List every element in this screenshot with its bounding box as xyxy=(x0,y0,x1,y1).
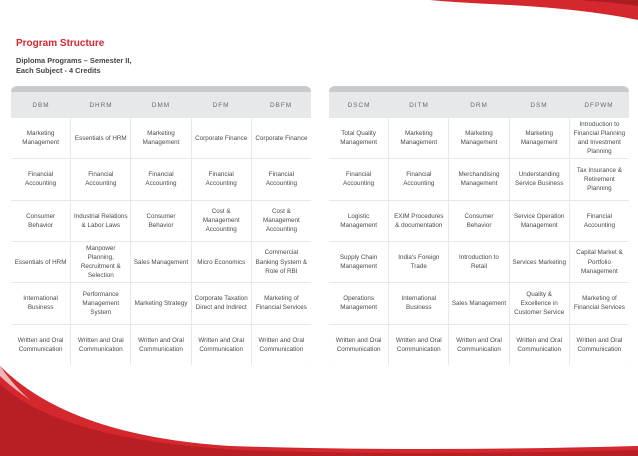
table-cell: Consumer Behavior xyxy=(449,201,508,241)
table-cell: Micro Economics xyxy=(192,242,251,282)
table-header-row xyxy=(11,94,311,116)
table-cell: Marketing Management xyxy=(11,118,70,158)
table-cell: Logistic Management xyxy=(329,201,388,241)
column-header: DSCM xyxy=(347,101,371,109)
subtitle-line-2: Each Subject - 4 Credits xyxy=(16,65,101,75)
table-cell: Written and Oral Communication xyxy=(131,325,190,365)
table-cell: Written and Oral Communication xyxy=(252,325,311,365)
right-program-table xyxy=(329,86,629,365)
table-cell: Marketing Strategy xyxy=(131,283,190,323)
top-right-decorative-shape xyxy=(430,0,638,26)
table-cell: Service Operation Management xyxy=(510,201,569,241)
column-header: DITM xyxy=(409,101,429,109)
page-subtitle xyxy=(16,56,131,75)
table-cell: Operations Management xyxy=(329,283,388,323)
table-cell: Performance Management System xyxy=(71,283,130,323)
subtitle-line-1: Diploma Programs – Semester II, xyxy=(16,56,132,65)
bottom-decorative-swoosh xyxy=(0,366,638,456)
table-cell: Financial Accounting xyxy=(570,201,629,241)
table-cell: EXIM Procedures & documentation xyxy=(389,201,448,241)
table-cell: Marketing Management xyxy=(510,118,569,158)
table-cell: Essentials of HRM xyxy=(71,118,130,158)
table-cell: Essentials of HRM xyxy=(11,242,70,282)
table-cell: Written and Oral Communication xyxy=(570,325,629,365)
left-program-table xyxy=(11,86,311,365)
column-header: DFPWM xyxy=(584,101,614,109)
table-cell: Financial Accounting xyxy=(192,159,251,199)
table-top-shadow xyxy=(11,86,311,92)
table-cell: Written and Oral Communication xyxy=(389,325,448,365)
table-cell: Consumer Behavior xyxy=(131,201,190,241)
table-cell: Financial Accounting xyxy=(252,159,311,199)
table-cell: Manpower Planning, Recruitment & Selection xyxy=(71,242,130,282)
table-cell: Introduction to Retail xyxy=(449,242,508,282)
column-header: DBFM xyxy=(269,101,293,109)
table-cell: Marketing Management xyxy=(449,118,508,158)
column-header: DBM xyxy=(32,101,50,109)
table-cell: Written and Oral Communication xyxy=(71,325,130,365)
table-cell: Cost & Management Accounting xyxy=(192,201,251,241)
table-cell: Understanding Service Business xyxy=(510,159,569,199)
table-cell: Commercial Banking System & Role of RBI xyxy=(252,242,311,282)
table-cell: Industrial Relations & Labor Laws xyxy=(71,201,130,241)
column-header: DRM xyxy=(470,101,488,109)
page-title: Program Structure xyxy=(16,38,105,49)
table-cell: Quality & Excellence in Customer Service xyxy=(510,283,569,323)
column-header: DFM xyxy=(212,101,230,109)
table-cell: International Business xyxy=(389,283,448,323)
table-top-shadow xyxy=(329,86,629,92)
table-cell: Written and Oral Communication xyxy=(11,325,70,365)
table-cell: Capital Market & Portfolio Management xyxy=(570,242,629,282)
table-cell: Sales Management xyxy=(449,283,508,323)
table-cell: Merchandising Management xyxy=(449,159,508,199)
table-cell: Corporate Taxation Direct and Indirect xyxy=(192,283,251,323)
table-cell: Total Quality Management xyxy=(329,118,388,158)
table-cell: Services Marketing xyxy=(510,242,569,282)
table-body xyxy=(11,118,311,365)
table-cell: Written and Oral Communication xyxy=(329,325,388,365)
table-cell: Supply Chain Management xyxy=(329,242,388,282)
column-header: DSM xyxy=(530,101,548,109)
column-header: DMM xyxy=(151,101,171,109)
table-header-row xyxy=(329,94,629,116)
table-cell: Marketing of Financial Services xyxy=(570,283,629,323)
table-body xyxy=(329,118,629,365)
column-header: DHRM xyxy=(89,101,113,109)
table-cell: Tax Insurance & Retirement Planning xyxy=(570,159,629,199)
table-cell: Financial Accounting xyxy=(131,159,190,199)
table-cell: Marketing Management xyxy=(389,118,448,158)
table-cell: Financial Accounting xyxy=(329,159,388,199)
table-cell: Cost & Management Accounting xyxy=(252,201,311,241)
table-cell: Written and Oral Communication xyxy=(449,325,508,365)
table-cell: International Business xyxy=(11,283,70,323)
table-cell: India's Foreign Trade xyxy=(389,242,448,282)
table-cell: Financial Accounting xyxy=(11,159,70,199)
table-cell: Corporate Finance xyxy=(252,118,311,158)
table-cell: Introduction to Financial Planning and Investment Planning xyxy=(570,118,629,158)
table-cell: Sales Management xyxy=(131,242,190,282)
table-cell: Written and Oral Communication xyxy=(510,325,569,365)
table-cell: Marketing of Financial Services xyxy=(252,283,311,323)
table-cell: Consumer Behavior xyxy=(11,201,70,241)
table-cell: Corporate Finance xyxy=(192,118,251,158)
table-cell: Written and Oral Communication xyxy=(192,325,251,365)
table-cell: Financial Accounting xyxy=(389,159,448,199)
table-cell: Financial Accounting xyxy=(71,159,130,199)
table-cell: Marketing Management xyxy=(131,118,190,158)
